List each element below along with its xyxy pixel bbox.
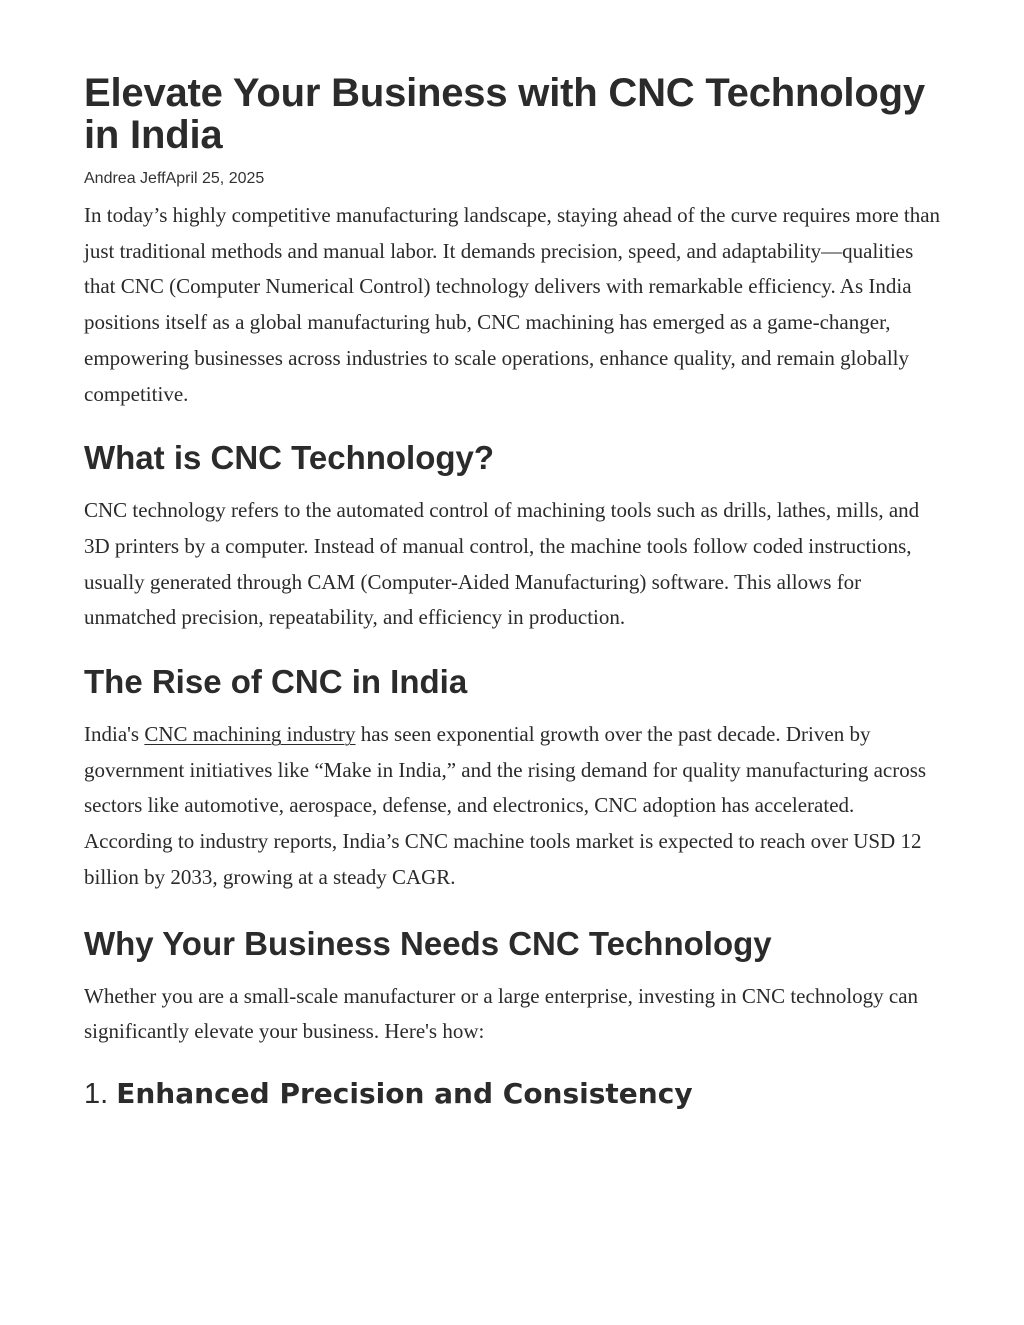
benefit-heading-1 xyxy=(84,1076,944,1112)
benefit-number: 1. xyxy=(84,1077,117,1110)
author-name: Andrea Jeff xyxy=(84,170,166,187)
intro-paragraph: In today’s highly competitive manufacturing landscape, staying ahead of the curve requires more than just traditional methods and manual labor. It demands precision, speed, and adaptability—qualities that CNC (Computer Numerical Control) technology delivers with remarkable efficiency. As India positions itself as a global manufacturing hub, CNC machining has emerged as a game-changer, empowering businesses across industries to scale operations, enhance quality, and remain globally competitive. xyxy=(84,203,941,406)
rise-text-after-link: has seen exponential growth over the past decade. Driven by government initiatives like “Make in India,” and the rising demand for quality manufacturing across sectors like automotive, aerospace, defense, and electronics, CNC adoption has accelerated. According to industry reports, India’s CNC machine tools market is expected to reach over USD 12 billion by 2033, growing at a steady CAGR. xyxy=(84,722,927,889)
byline xyxy=(84,169,944,189)
rise-text-before-link: India's xyxy=(84,722,145,747)
article xyxy=(84,72,944,1112)
section-paragraph-what-is-cnc: CNC technology refers to the automated control of machining tools such as drills, lathes, mills, and 3D printers by a computer. Instead of manual control, the machine tools follow coded instructions, usually generated through CAM (Computer-Aided Manufacturing) software. This allows for unmatched precision, repeatability, and efficiency in production. xyxy=(84,498,920,630)
benefit-title: Enhanced Precision and Consistency xyxy=(116,1076,693,1110)
publish-date: April 25, 2025 xyxy=(165,170,265,187)
section-heading-rise-of-cnc: The Rise of CNC in India xyxy=(84,663,468,701)
section-heading-what-is-cnc: What is CNC Technology? xyxy=(84,439,495,477)
section-paragraph-why-cnc: Whether you are a small-scale manufacturer or a large enterprise, investing in CNC technology can significantly elevate your business. Here's how: xyxy=(84,983,919,1044)
cnc-machining-industry-link[interactable]: CNC machining industry xyxy=(144,722,356,747)
article-title: Elevate Your Business with CNC Technology in India xyxy=(84,71,925,157)
section-paragraph-rise-of-cnc xyxy=(84,717,944,896)
section-heading-why-cnc: Why Your Business Needs CNC Technology xyxy=(84,924,772,962)
